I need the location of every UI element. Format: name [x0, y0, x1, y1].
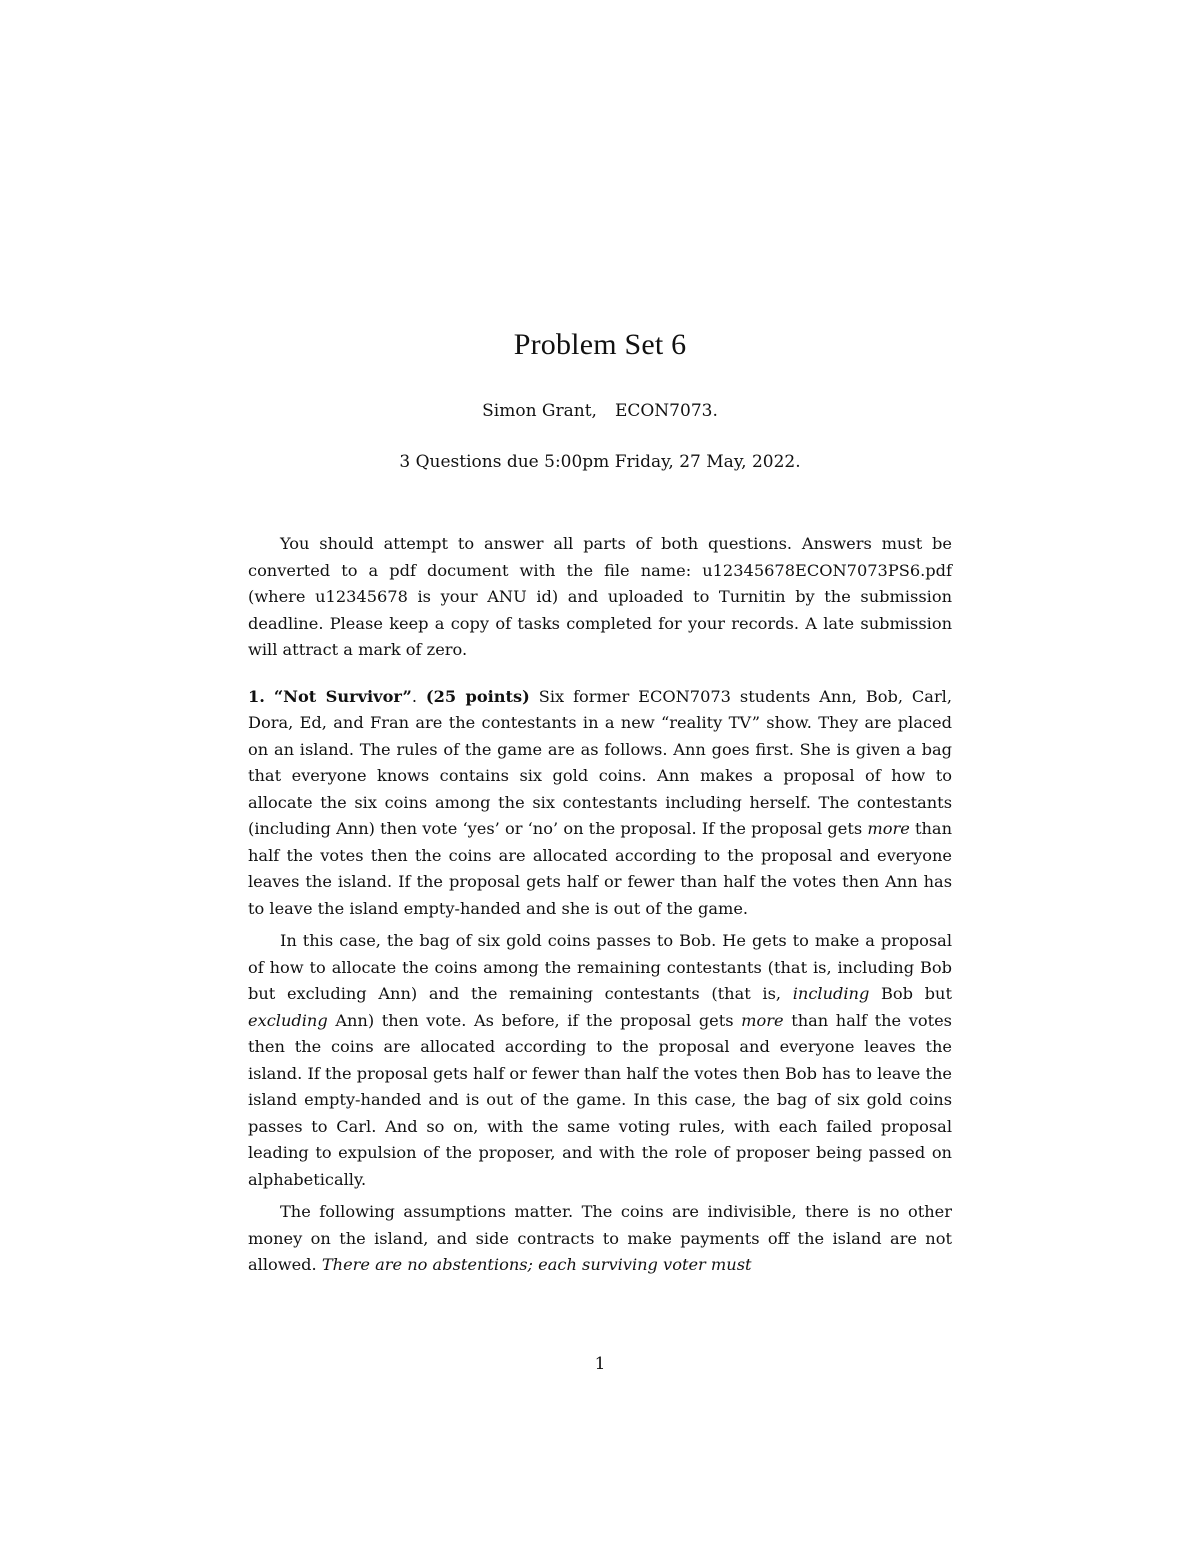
question-1-paragraph-3	[248, 1199, 952, 1279]
emphasis-no-abstentions: There are no abstentions; each surviving voter must	[321, 1255, 752, 1274]
author-name: Simon Grant,	[482, 401, 597, 421]
document-body	[248, 531, 952, 1279]
question-name-dot: .	[411, 686, 417, 706]
question-1-text-a: Six former ECON7073 students Ann, Bob, Carl, Dora, Ed, and Fran are the contestants in a new “reality TV” show. They are placed on an island. The rules of the game are as follows. Ann goes first. She is given a bag that everyone knows contains six gold coins. Ann makes a proposal of how to allocate the six coins among the six contestants including herself. The contestants (including Ann) then vote ‘yes’ or ‘no’ on the proposal. If the proposal gets	[248, 686, 953, 838]
p2-text-a: In this case, the bag of six gold coins passes to Bob. He gets to make a proposal of how to allocate the coins among the remaining contestants (that is, including Bob but excluding Ann) and the remaining contestants (that is,	[248, 931, 952, 1003]
question-number: 1.	[248, 686, 265, 706]
emphasis-including: including	[792, 984, 870, 1003]
p2-text-c: Ann) then vote. As before, if the proposal gets	[335, 1010, 734, 1030]
question-1-paragraph-1	[248, 684, 952, 923]
p3-text: The following assumptions matter. The coins are indivisible, there is no other money on the island, and side contracts to make payments off the island are not allowed.	[248, 1202, 952, 1274]
course-code: ECON7073.	[614, 401, 718, 421]
question-1-text-b: than half the votes then the coins are allocated according to the proposal and everyone leaves the island. If the proposal gets half or fewer than half the votes then Ann has to leave the island empty-handed and she is out of the game.	[248, 819, 952, 918]
author-line	[0, 401, 1200, 421]
instructions-paragraph: You should attempt to answer all parts of both questions. Answers must be converted to a pdf document with the file name: u12345678ECON7073PS6.pdf (where u12345678 is your ANU id) and uploaded to Turnitin by the submission deadline. Please keep a copy of tasks completed for your records. A late submission will attract a mark of zero.	[248, 534, 952, 659]
p2-text-b: Bob but	[881, 984, 952, 1003]
due-date-line: 3 Questions due 5:00pm Friday, 27 May, 2022.	[399, 452, 801, 472]
emphasis-more-2: more	[741, 1010, 784, 1030]
question-1-paragraph-2	[248, 928, 952, 1193]
emphasis-more-1: more	[867, 819, 910, 838]
page-number: 1	[594, 1354, 606, 1374]
emphasis-excluding: excluding	[248, 1010, 328, 1030]
question-points: (25 points)	[425, 686, 530, 706]
question-name: “Not Survivor”	[273, 686, 412, 706]
page-title: Problem Set 6	[513, 328, 687, 361]
p2-text-d: than half the votes then the coins are allocated according to the proposal and everyone leaves the island. If the proposal gets half or fewer than half the votes then Bob has to leave the island empty-handed and is out of the game. In this case, the bag of six gold coins passes to Carl. And so on, with the same voting rules, with each failed proposal leading to expulsion of the proposer, and with the role of proposer being passed on alphabetically.	[248, 1010, 952, 1189]
